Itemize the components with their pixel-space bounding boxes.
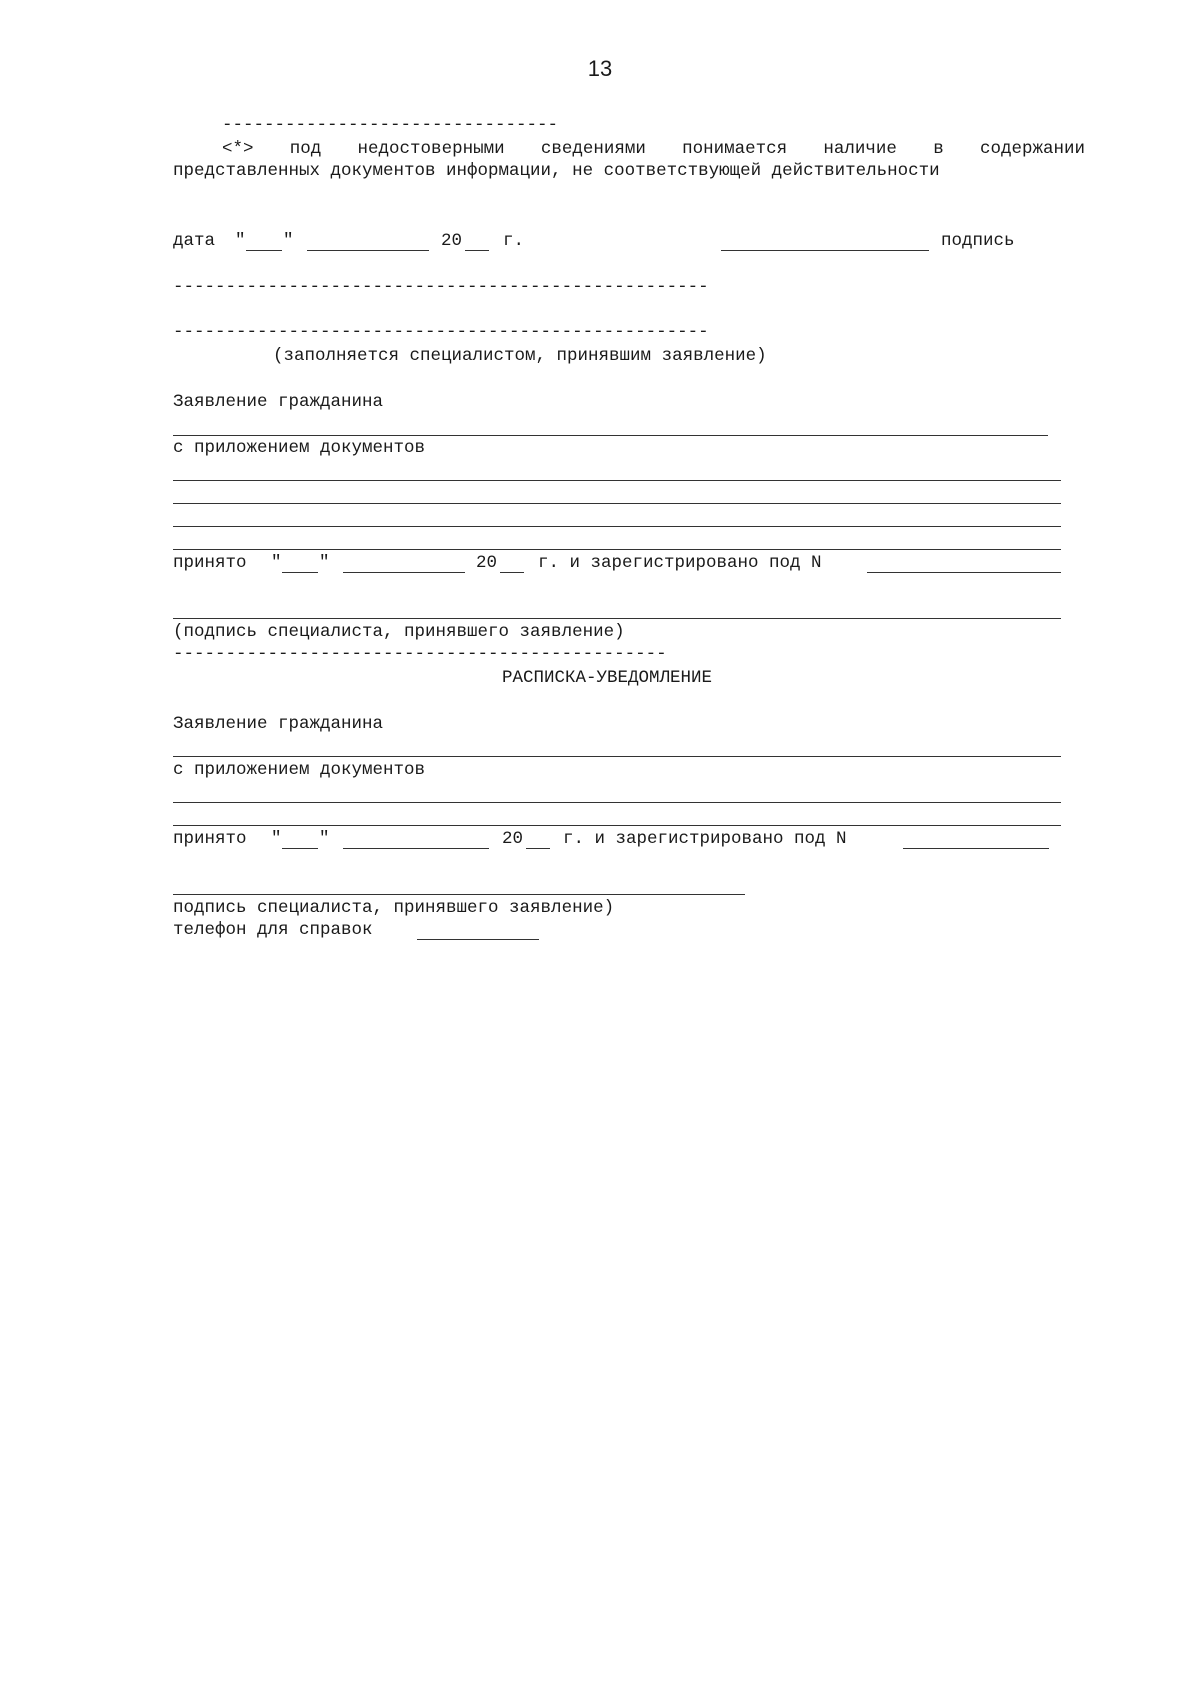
date-year-prefix: 20 xyxy=(441,231,463,251)
receipt-citizen-statement-label: Заявление гражданина xyxy=(173,714,384,734)
receipt-quote-close: " xyxy=(319,829,330,849)
receipt-registered-text: г. и зарегистрировано под N xyxy=(563,829,847,849)
receipt-registration-number-field[interactable] xyxy=(903,848,1049,849)
date-year-suffix: г. xyxy=(503,231,525,251)
receipt-documents-field-2[interactable] xyxy=(173,825,1061,826)
receipt-year-prefix: 20 xyxy=(502,829,524,849)
footnote-separator: -------------------------------- xyxy=(222,115,559,135)
footnote-line-1: <*> под недостоверными сведениями понимается наличие в содержании xyxy=(222,139,1085,159)
receipt-day-field[interactable] xyxy=(282,848,318,849)
specialist-signature-caption: (подпись специалиста, принявшего заявление) xyxy=(173,622,625,642)
receipt-citizen-statement-field[interactable] xyxy=(173,756,1061,757)
specialist-citizen-statement-label: Заявление гражданина xyxy=(173,392,384,412)
specialist-documents-field-1[interactable] xyxy=(173,480,1061,481)
receipt-phone-label: телефон для справок xyxy=(173,920,373,940)
receipt-month-field[interactable] xyxy=(343,848,489,849)
specialist-documents-field-2[interactable] xyxy=(173,503,1061,504)
separator-2: --------------------------------------------------- xyxy=(173,322,709,342)
date-year-field[interactable] xyxy=(465,250,489,251)
date-quote-close: " xyxy=(283,231,294,251)
receipt-quote-open: " xyxy=(271,829,282,849)
specialist-documents-label: с приложением документов xyxy=(173,438,426,458)
receipt-signature-caption: подпись специалиста, принявшего заявление) xyxy=(173,898,615,918)
specialist-registration-number-field[interactable] xyxy=(867,572,1061,573)
specialist-quote-open: " xyxy=(271,553,282,573)
specialist-note: (заполняется специалистом, принявшим заявление) xyxy=(273,346,767,366)
page-number: 13 xyxy=(587,56,613,81)
specialist-month-field[interactable] xyxy=(343,572,465,573)
specialist-documents-field-3[interactable] xyxy=(173,526,1061,527)
specialist-accepted-label: принято xyxy=(173,553,247,573)
receipt-documents-field-1[interactable] xyxy=(173,802,1061,803)
specialist-documents-field-4[interactable] xyxy=(173,549,1061,550)
date-label: дата xyxy=(173,231,216,251)
receipt-signature-field[interactable] xyxy=(173,894,745,895)
specialist-year-field[interactable] xyxy=(500,572,524,573)
specialist-year-prefix: 20 xyxy=(476,553,498,573)
signature-label: подпись xyxy=(941,231,1015,251)
date-month-field[interactable] xyxy=(307,250,429,251)
date-day-field[interactable] xyxy=(246,250,282,251)
date-quote-open: " xyxy=(235,231,246,251)
specialist-day-field[interactable] xyxy=(282,572,318,573)
specialist-quote-close: " xyxy=(319,553,330,573)
footnote-line-2: представленных документов информации, не соответствующей действительности xyxy=(173,161,940,181)
signature-field[interactable] xyxy=(721,250,929,251)
receipt-accepted-label: принято xyxy=(173,829,247,849)
separator-3: ----------------------------------------------- xyxy=(173,644,667,664)
receipt-year-field[interactable] xyxy=(526,848,550,849)
separator-1: --------------------------------------------------- xyxy=(173,277,709,297)
receipt-title: РАСПИСКА-УВЕДОМЛЕНИЕ xyxy=(502,668,713,688)
receipt-phone-field[interactable] xyxy=(417,939,539,940)
receipt-documents-label: с приложением документов xyxy=(173,760,426,780)
specialist-registered-text: г. и зарегистрировано под N xyxy=(538,553,822,573)
specialist-signature-field[interactable] xyxy=(173,618,1061,619)
specialist-citizen-statement-field[interactable] xyxy=(173,435,1048,436)
